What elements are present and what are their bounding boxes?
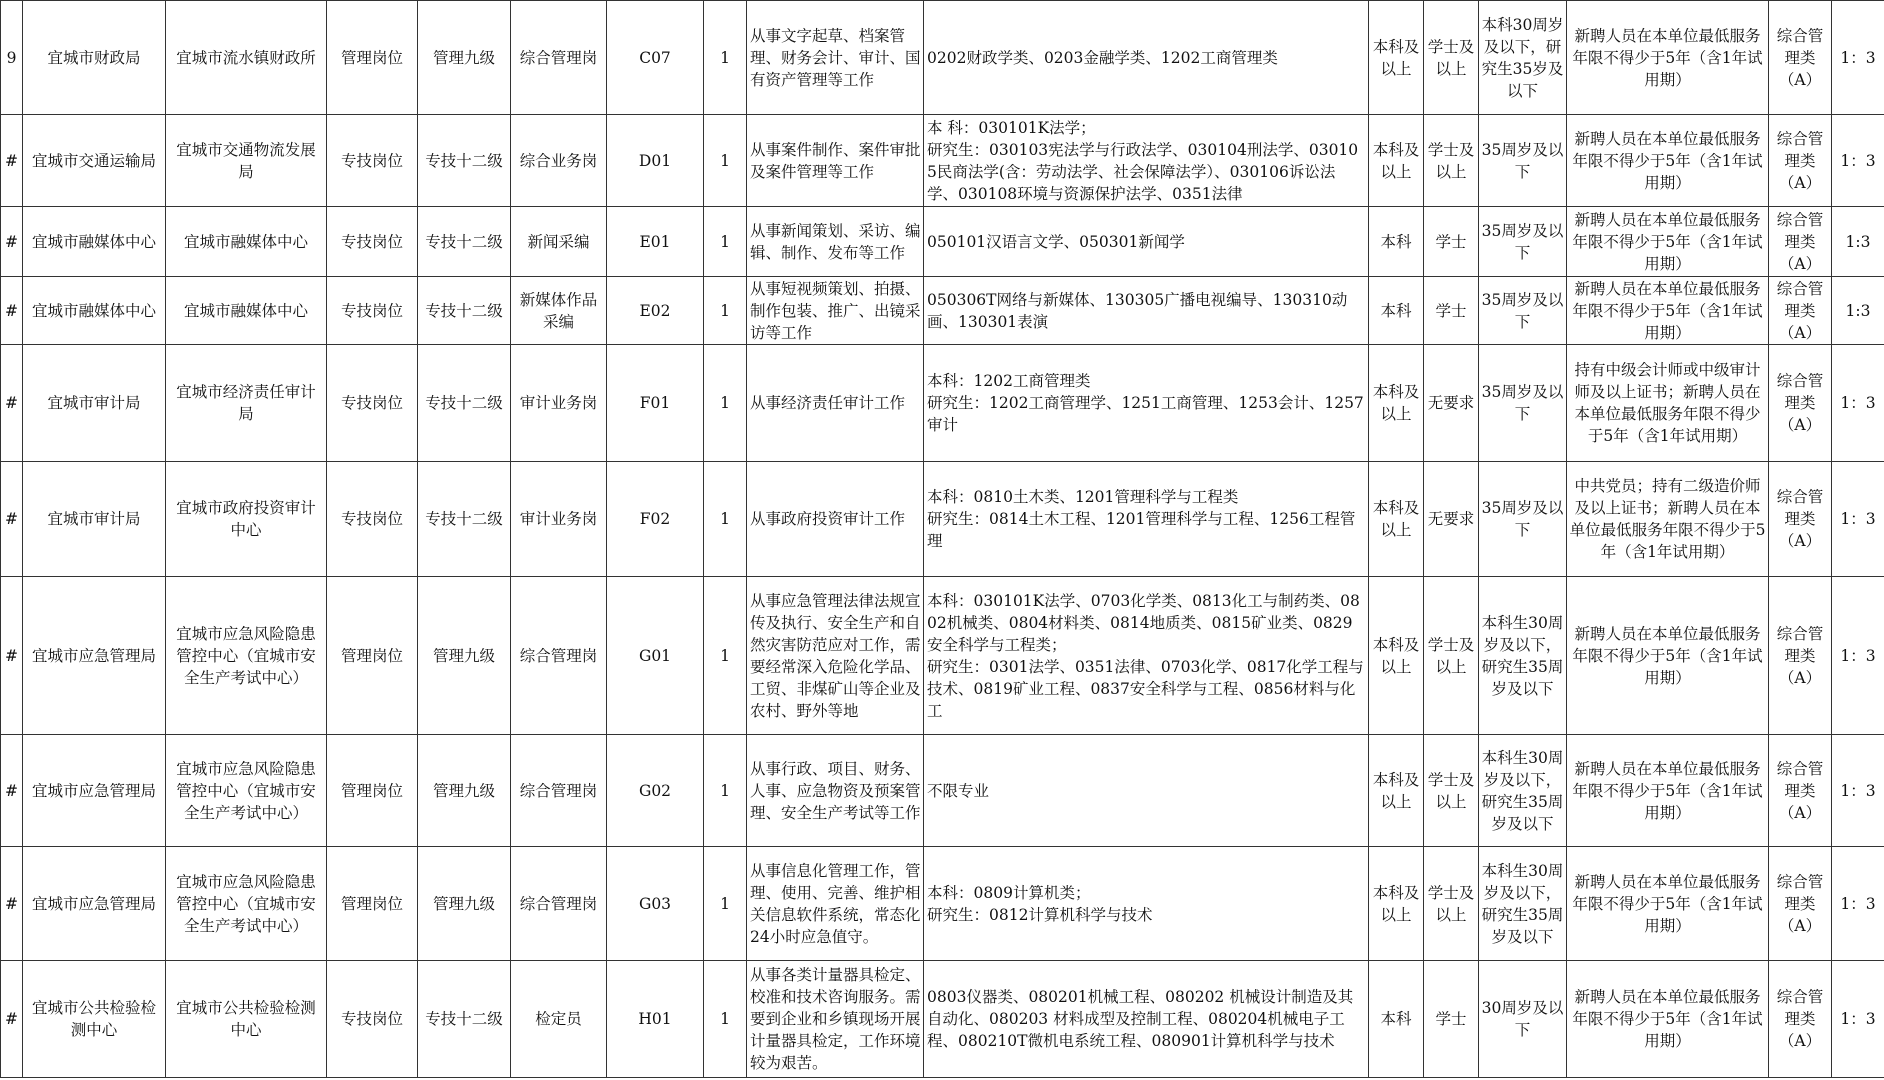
cell-degree: 学士及以上 <box>1424 847 1479 961</box>
cell-exam-category: 综合管理类（A） <box>1769 277 1832 345</box>
cell-age: 本科30周岁及以下，研究生35岁及以下 <box>1479 1 1567 115</box>
cell-degree: 学士及以上 <box>1424 1 1479 115</box>
cell-post-type: 专技岗位 <box>327 277 418 345</box>
cell-major: 不限专业 <box>924 735 1369 847</box>
cell-index: # <box>1 345 23 462</box>
cell-post-level: 专技十二级 <box>418 345 511 462</box>
cell-post-type: 专技岗位 <box>327 462 418 577</box>
cell-unit: 宜城市政府投资审计中心 <box>166 462 327 577</box>
cell-exam-category: 综合管理类（A） <box>1769 345 1832 462</box>
cell-index: # <box>1 847 23 961</box>
cell-post-name: 审计业务岗 <box>511 345 607 462</box>
cell-duty: 从事应急管理法律法规宣传及执行、安全生产和自然灾害防范应对工作，需要经常深入危险化学品、工贸、非煤矿山等企业及农村、野外等地 <box>747 577 924 735</box>
cell-department: 宜城市交通运输局 <box>23 115 166 207</box>
cell-other-requirements: 新聘人员在本单位最低服务年限不得少于5年（含1年试用期） <box>1567 577 1769 735</box>
cell-ratio: 1：3 <box>1832 462 1884 577</box>
cell-age: 30周岁及以下 <box>1479 961 1567 1078</box>
cell-age: 35周岁及以下 <box>1479 277 1567 345</box>
cell-other-requirements: 新聘人员在本单位最低服务年限不得少于5年（含1年试用期） <box>1567 277 1769 345</box>
cell-ratio: 1：3 <box>1832 1 1884 115</box>
cell-index: 9 <box>1 1 23 115</box>
cell-degree: 学士 <box>1424 207 1479 277</box>
cell-major: 0803仪器类、080201机械工程、080202 机械设计制造及其自动化、080203 材料成型及控制工程、080204机械电子工程、080210T微机电系统工程、080901计算机科学与技术 <box>924 961 1369 1078</box>
cell-unit: 宜城市应急风险隐患管控中心（宜城市安全生产考试中心） <box>166 577 327 735</box>
cell-duty: 从事各类计量器具检定、校准和技术咨询服务。需要到企业和乡镇现场开展计量器具检定，工作环境较为艰苦。 <box>747 961 924 1078</box>
cell-post-name: 综合管理岗 <box>511 577 607 735</box>
cell-major: 本 科：030101K法学； 研究生：030103宪法学与行政法学、030104刑法学、030105民商法学(含：劳动法学、社会保障法学）、030106诉讼法学、030108环境与资源保护法学、0351法律 <box>924 115 1369 207</box>
cell-unit: 宜城市公共检验检测中心 <box>166 961 327 1078</box>
cell-ratio: 1：3 <box>1832 961 1884 1078</box>
cell-department: 宜城市应急管理局 <box>23 735 166 847</box>
cell-post-type: 专技岗位 <box>327 207 418 277</box>
cell-department: 宜城市审计局 <box>23 345 166 462</box>
cell-post-type: 管理岗位 <box>327 1 418 115</box>
cell-post-level: 专技十二级 <box>418 115 511 207</box>
cell-degree: 无要求 <box>1424 345 1479 462</box>
cell-other-requirements: 新聘人员在本单位最低服务年限不得少于5年（含1年试用期） <box>1567 847 1769 961</box>
cell-education: 本科 <box>1369 961 1424 1078</box>
cell-duty: 从事经济责任审计工作 <box>747 345 924 462</box>
cell-education: 本科及以上 <box>1369 115 1424 207</box>
cell-post-code: G03 <box>607 847 704 961</box>
cell-post-name: 综合管理岗 <box>511 1 607 115</box>
cell-education: 本科及以上 <box>1369 345 1424 462</box>
cell-post-code: H01 <box>607 961 704 1078</box>
cell-major: 本科：1202工商管理类 研究生：1202工商管理学、1251工商管理、1253会计、1257审计 <box>924 345 1369 462</box>
cell-education: 本科 <box>1369 277 1424 345</box>
cell-age: 35周岁及以下 <box>1479 345 1567 462</box>
cell-post-name: 综合管理岗 <box>511 847 607 961</box>
cell-ratio: 1：3 <box>1832 735 1884 847</box>
cell-post-type: 管理岗位 <box>327 577 418 735</box>
cell-degree: 学士 <box>1424 961 1479 1078</box>
cell-post-code: G01 <box>607 577 704 735</box>
cell-count: 1 <box>704 1 747 115</box>
cell-post-level: 专技十二级 <box>418 462 511 577</box>
cell-ratio: 1：3 <box>1832 115 1884 207</box>
cell-post-name: 审计业务岗 <box>511 462 607 577</box>
cell-index: # <box>1 207 23 277</box>
cell-major: 050101汉语言文学、050301新闻学 <box>924 207 1369 277</box>
cell-index: # <box>1 577 23 735</box>
cell-education: 本科及以上 <box>1369 577 1424 735</box>
cell-duty: 从事新闻策划、采访、编辑、制作、发布等工作 <box>747 207 924 277</box>
cell-post-name: 新媒体作品采编 <box>511 277 607 345</box>
cell-duty: 从事文字起草、档案管理、财务会计、审计、国有资产管理等工作 <box>747 1 924 115</box>
cell-post-name: 检定员 <box>511 961 607 1078</box>
cell-post-name: 综合业务岗 <box>511 115 607 207</box>
cell-other-requirements: 新聘人员在本单位最低服务年限不得少于5年（含1年试用期） <box>1567 115 1769 207</box>
cell-index: # <box>1 735 23 847</box>
cell-education: 本科及以上 <box>1369 462 1424 577</box>
cell-unit: 宜城市应急风险隐患管控中心（宜城市安全生产考试中心） <box>166 847 327 961</box>
cell-department: 宜城市融媒体中心 <box>23 207 166 277</box>
cell-ratio: 1：3 <box>1832 847 1884 961</box>
cell-index: # <box>1 462 23 577</box>
cell-post-code: C07 <box>607 1 704 115</box>
table-row <box>1 462 1884 577</box>
cell-education: 本科及以上 <box>1369 847 1424 961</box>
cell-exam-category: 综合管理类（A） <box>1769 847 1832 961</box>
cell-degree: 学士及以上 <box>1424 577 1479 735</box>
cell-exam-category: 综合管理类（A） <box>1769 1 1832 115</box>
cell-degree: 学士及以上 <box>1424 735 1479 847</box>
cell-exam-category: 综合管理类（A） <box>1769 577 1832 735</box>
cell-major: 本科：0809计算机类； 研究生：0812计算机科学与技术 <box>924 847 1369 961</box>
cell-duty: 从事案件制作、案件审批及案件管理等工作 <box>747 115 924 207</box>
cell-count: 1 <box>704 115 747 207</box>
cell-ratio: 1：3 <box>1832 345 1884 462</box>
cell-major: 050306T网络与新媒体、130305广播电视编导、130310动画、130301表演 <box>924 277 1369 345</box>
table-row <box>1 1 1884 115</box>
cell-unit: 宜城市交通物流发展局 <box>166 115 327 207</box>
cell-exam-category: 综合管理类（A） <box>1769 462 1832 577</box>
cell-index: # <box>1 961 23 1078</box>
cell-post-code: E02 <box>607 277 704 345</box>
cell-post-type: 管理岗位 <box>327 735 418 847</box>
cell-exam-category: 综合管理类（A） <box>1769 961 1832 1078</box>
cell-count: 1 <box>704 207 747 277</box>
cell-post-code: D01 <box>607 115 704 207</box>
table-row <box>1 735 1884 847</box>
cell-ratio: 1:3 <box>1832 277 1884 345</box>
cell-post-code: F01 <box>607 345 704 462</box>
cell-age: 35周岁及以下 <box>1479 462 1567 577</box>
cell-age: 35周岁及以下 <box>1479 207 1567 277</box>
cell-post-code: F02 <box>607 462 704 577</box>
cell-post-level: 管理九级 <box>418 1 511 115</box>
cell-degree: 无要求 <box>1424 462 1479 577</box>
table-row <box>1 345 1884 462</box>
cell-department: 宜城市应急管理局 <box>23 847 166 961</box>
cell-count: 1 <box>704 847 747 961</box>
table-row <box>1 961 1884 1078</box>
cell-exam-category: 综合管理类（A） <box>1769 207 1832 277</box>
cell-education: 本科 <box>1369 207 1424 277</box>
cell-count: 1 <box>704 345 747 462</box>
cell-post-level: 管理九级 <box>418 735 511 847</box>
cell-index: # <box>1 277 23 345</box>
cell-post-type: 管理岗位 <box>327 847 418 961</box>
cell-department: 宜城市审计局 <box>23 462 166 577</box>
cell-ratio: 1：3 <box>1832 577 1884 735</box>
cell-exam-category: 综合管理类（A） <box>1769 115 1832 207</box>
cell-other-requirements: 新聘人员在本单位最低服务年限不得少于5年（含1年试用期） <box>1567 207 1769 277</box>
cell-post-level: 专技十二级 <box>418 207 511 277</box>
cell-count: 1 <box>704 277 747 345</box>
cell-duty: 从事信息化管理工作，管理、使用、完善、维护相关信息软件系统，常态化24小时应急值守。 <box>747 847 924 961</box>
cell-ratio: 1:3 <box>1832 207 1884 277</box>
table-row <box>1 577 1884 735</box>
cell-degree: 学士 <box>1424 277 1479 345</box>
cell-unit: 宜城市融媒体中心 <box>166 277 327 345</box>
cell-post-level: 专技十二级 <box>418 277 511 345</box>
cell-major: 本科：0810土木类、1201管理科学与工程类 研究生：0814土木工程、1201管理科学与工程、1256工程管理 <box>924 462 1369 577</box>
cell-other-requirements: 持有中级会计师或中级审计师及以上证书；新聘人员在本单位最低服务年限不得少于5年（含1年试用期） <box>1567 345 1769 462</box>
cell-post-name: 综合管理岗 <box>511 735 607 847</box>
cell-duty: 从事行政、项目、财务、人事、应急物资及预案管理、安全生产考试等工作 <box>747 735 924 847</box>
cell-degree: 学士及以上 <box>1424 115 1479 207</box>
cell-post-code: E01 <box>607 207 704 277</box>
cell-count: 1 <box>704 735 747 847</box>
cell-unit: 宜城市经济责任审计局 <box>166 345 327 462</box>
cell-other-requirements: 新聘人员在本单位最低服务年限不得少于5年（含1年试用期） <box>1567 1 1769 115</box>
cell-education: 本科及以上 <box>1369 735 1424 847</box>
cell-post-type: 专技岗位 <box>327 961 418 1078</box>
cell-post-code: G02 <box>607 735 704 847</box>
table-row <box>1 847 1884 961</box>
cell-age: 本科生30周岁及以下，研究生35周岁及以下 <box>1479 847 1567 961</box>
cell-age: 35周岁及以下 <box>1479 115 1567 207</box>
cell-department: 宜城市应急管理局 <box>23 577 166 735</box>
cell-other-requirements: 新聘人员在本单位最低服务年限不得少于5年（含1年试用期） <box>1567 735 1769 847</box>
cell-count: 1 <box>704 462 747 577</box>
cell-count: 1 <box>704 577 747 735</box>
cell-count: 1 <box>704 961 747 1078</box>
cell-unit: 宜城市流水镇财政所 <box>166 1 327 115</box>
table-row <box>1 115 1884 207</box>
cell-department: 宜城市财政局 <box>23 1 166 115</box>
cell-duty: 从事政府投资审计工作 <box>747 462 924 577</box>
cell-exam-category: 综合管理类（A） <box>1769 735 1832 847</box>
cell-unit: 宜城市应急风险隐患管控中心（宜城市安全生产考试中心） <box>166 735 327 847</box>
cell-department: 宜城市融媒体中心 <box>23 277 166 345</box>
cell-major: 本科：030101K法学、0703化学类、0813化工与制药类、0802机械类、0804材料类、0814地质类、0815矿业类、0829安全科学与工程类； 研究生：0301法学、0351法律、0703化学、0817化学工程与技术、0819矿业工程、0837安全科学与工程、0856材料与化工 <box>924 577 1369 735</box>
cell-post-name: 新闻采编 <box>511 207 607 277</box>
cell-other-requirements: 新聘人员在本单位最低服务年限不得少于5年（含1年试用期） <box>1567 961 1769 1078</box>
cell-post-type: 专技岗位 <box>327 115 418 207</box>
cell-other-requirements: 中共党员；持有二级造价师及以上证书；新聘人员在本单位最低服务年限不得少于5年（含1年试用期） <box>1567 462 1769 577</box>
cell-education: 本科及以上 <box>1369 1 1424 115</box>
cell-post-level: 专技十二级 <box>418 961 511 1078</box>
cell-duty: 从事短视频策划、拍摄、制作包装、推广、出镜采访等工作 <box>747 277 924 345</box>
cell-age: 本科生30周岁及以下，研究生35周岁及以下 <box>1479 735 1567 847</box>
table-row <box>1 207 1884 277</box>
cell-unit: 宜城市融媒体中心 <box>166 207 327 277</box>
cell-post-level: 管理九级 <box>418 847 511 961</box>
cell-post-type: 专技岗位 <box>327 345 418 462</box>
cell-department: 宜城市公共检验检测中心 <box>23 961 166 1078</box>
table-row <box>1 277 1884 345</box>
cell-age: 本科生30周岁及以下，研究生35周岁及以下 <box>1479 577 1567 735</box>
cell-post-level: 管理九级 <box>418 577 511 735</box>
cell-major: 0202财政学类、0203金融学类、1202工商管理类 <box>924 1 1369 115</box>
cell-index: # <box>1 115 23 207</box>
